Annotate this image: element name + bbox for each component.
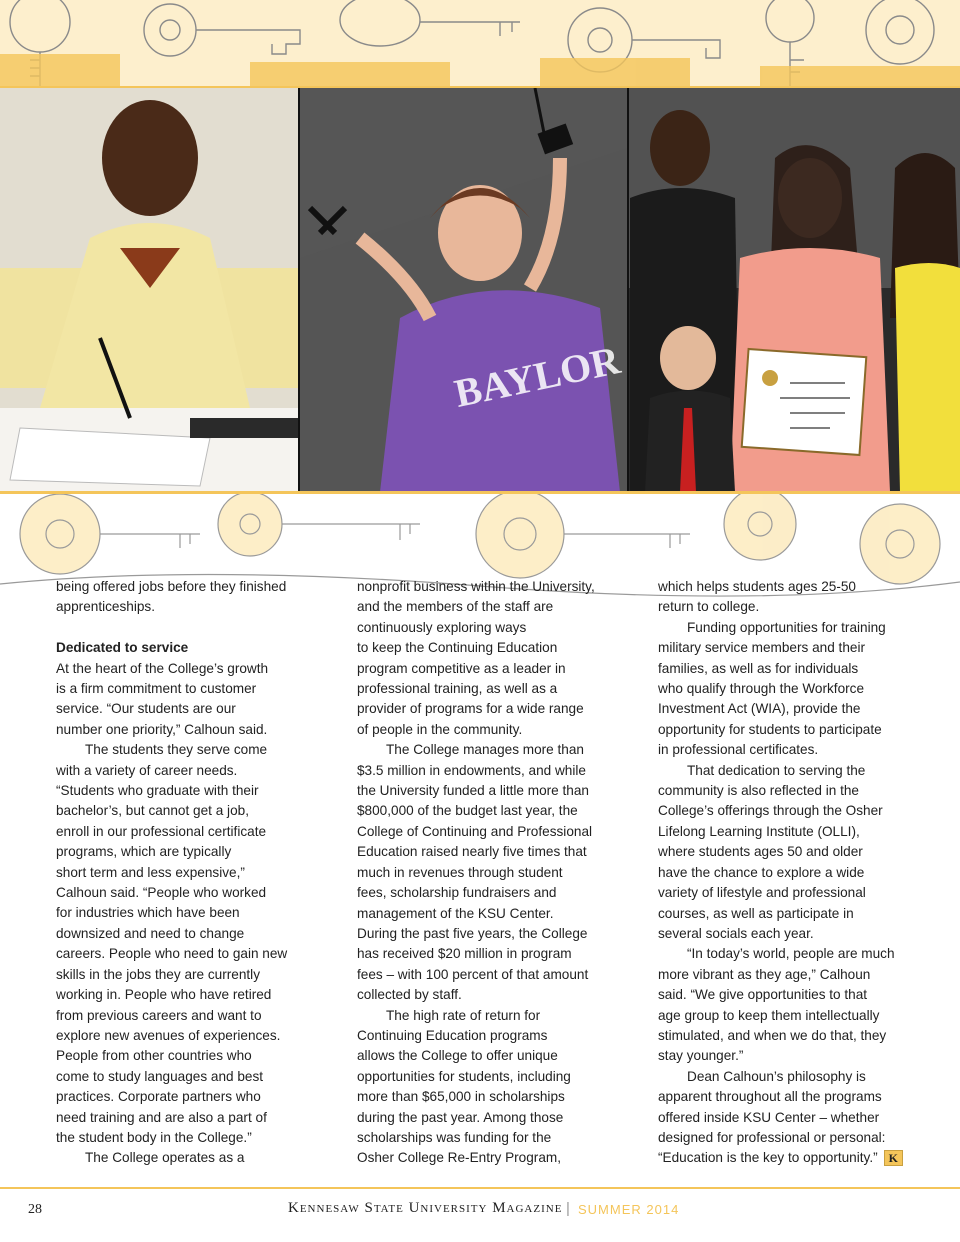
text-line: “Students who graduate with their: [56, 783, 259, 799]
section-heading: Dedicated to service: [56, 640, 189, 656]
footer-rule: [0, 1187, 960, 1189]
text-line: allows the College to offer unique: [357, 1048, 558, 1064]
text-line: Osher College Re-Entry Program,: [357, 1150, 561, 1166]
woman-exercising-photo: [300, 88, 627, 492]
text-line: $800,000 of the budget last year, the: [357, 803, 578, 819]
text-line: management of the KSU Center.: [357, 905, 554, 921]
text-line: Continuing Education programs: [357, 1027, 548, 1043]
magazine-title: Kennesaw State University Magazine: [288, 1200, 563, 1216]
text-line: fees – with 100 percent of that amount: [357, 966, 589, 982]
text-line: stay younger.”: [658, 1048, 744, 1064]
page-number: 28: [28, 1202, 42, 1217]
text-line: programs, which are typically: [56, 844, 232, 860]
text-line: College of Continuing and Professional: [357, 823, 593, 839]
text-line: scholarships was funding for the: [357, 1129, 552, 1145]
text-line: People from other countries who: [56, 1048, 252, 1064]
text-line: Investment Act (WIA), provide the: [658, 701, 861, 717]
photo-strip: [0, 88, 960, 492]
text-line-with-end-mark: [658, 1148, 908, 1168]
text-line: being offered jobs before they finished: [56, 579, 287, 594]
text-line: That dedication to serving the: [687, 762, 866, 778]
text-line: The College operates as a: [85, 1150, 245, 1166]
text-line: stimulated, and when we do that, they: [658, 1027, 887, 1043]
text-line: $3.5 million in endowments, and while: [357, 762, 586, 778]
text-line: bachelor’s, but cannot get a job,: [56, 803, 249, 819]
text-line: provider of programs for a wide range: [357, 701, 584, 717]
text-line: practices. Corporate partners who: [56, 1089, 261, 1105]
text-line: with a variety of career needs.: [56, 762, 238, 778]
text-line: nonprofit business within the University,: [357, 579, 595, 594]
text-line: downsized and need to change: [56, 925, 245, 941]
text-line: explore new avenues of experiences.: [56, 1027, 281, 1043]
end-mark-icon: K: [884, 1150, 903, 1166]
text-line: number one priority,” Calhoun said.: [56, 721, 268, 737]
text-line: working in. People who have retired: [56, 987, 272, 1003]
text-line: fees, scholarship fundraisers and: [357, 885, 557, 901]
text-line: opportunities for students, including: [357, 1068, 571, 1084]
text-line: collected by staff.: [357, 987, 462, 1003]
text-line: need training and are also a part of: [56, 1109, 267, 1125]
decorative-header-keys: [0, 0, 960, 88]
text-line: in professional certificates.: [658, 742, 819, 758]
text-line: come to study languages and best: [56, 1068, 264, 1084]
text-line: variety of lifestyle and professional: [658, 885, 866, 901]
text-line: where students ages 50 and older: [658, 844, 863, 860]
text-line: Funding opportunities for training: [687, 619, 886, 635]
text-line: During the past five years, the College: [357, 925, 588, 941]
text-line: have the chance to explore a wide: [658, 864, 865, 880]
text-line: Calhoun said. “People who worked: [56, 885, 267, 901]
text-line: and the members of the staff are: [357, 599, 554, 615]
text-line: short term and less expensive,”: [56, 864, 245, 880]
svg-text:BAYLOR: BAYLOR: [450, 337, 624, 416]
text-line: Lifelong Learning Institute (OLLI),: [658, 823, 860, 839]
text-line: several socials each year.: [658, 925, 814, 941]
text-line: said. “We give opportunities to that: [658, 987, 868, 1003]
text-line: “In today’s world, people are much: [687, 946, 895, 962]
keys-illustration-top: [0, 0, 960, 88]
photo-collage: [0, 88, 960, 492]
article-body: [0, 577, 960, 1177]
text-line: the University funded a little more than: [357, 783, 589, 799]
text-line: more than $65,000 in scholarships: [357, 1089, 565, 1105]
text-line: offered inside KSU Center – whether: [658, 1109, 880, 1125]
text-line: Education raised nearly five times that: [357, 844, 587, 860]
text-line: community is also reflected in the: [658, 783, 859, 799]
article-column-3: [658, 577, 908, 1169]
text-line: age group to keep them intellectually: [658, 1007, 880, 1023]
text-line: The high rate of return for: [386, 1007, 541, 1023]
text-line: military service members and their: [658, 640, 865, 656]
article-column-2: [357, 577, 607, 1169]
text-line: the student body in the College.”: [56, 1129, 252, 1145]
footer-separator: |: [566, 1200, 570, 1217]
text-line: who qualify through the Workforce: [658, 681, 865, 697]
text-line: to keep the Continuing Education: [357, 640, 558, 656]
text-line: enroll in our professional certificate: [56, 823, 267, 839]
man-writing-photo: [0, 88, 298, 492]
text-line: service. “Our students are our: [56, 701, 236, 717]
text-line: College’s offerings through the Osher: [658, 803, 883, 819]
issue-label: SUMMER 2014: [578, 1202, 680, 1217]
text-line: skills in the jobs they are currently: [56, 966, 260, 982]
text-line: for industries which have been: [56, 905, 240, 921]
text-line: return to college.: [658, 599, 760, 615]
text-line: “Education is the key to opportunity.”: [658, 1150, 878, 1166]
text-line: The College manages more than: [386, 742, 584, 758]
text-line: careers. People who need to gain new: [56, 946, 288, 962]
text-line: much in revenues through student: [357, 864, 563, 880]
text-line: professional training, as well as a: [357, 681, 558, 697]
text-line: apparent throughout all the programs: [658, 1089, 882, 1105]
paragraph-gap: [56, 618, 306, 638]
text-line: from previous careers and want to: [56, 1007, 262, 1023]
text-line: apprenticeships.: [56, 599, 155, 615]
page-footer: [0, 1196, 960, 1226]
text-line: is a firm commitment to customer: [56, 681, 257, 697]
text-line: courses, as well as participate in: [658, 905, 854, 921]
text-line: opportunity for students to participate: [658, 721, 882, 737]
text-line: The students they serve come: [85, 742, 268, 758]
certificate-group-photo: [629, 88, 960, 492]
text-line: At the heart of the College’s growth: [56, 660, 269, 676]
text-line: continuously exploring ways: [357, 619, 527, 635]
text-line: which helps students ages 25-50: [658, 579, 856, 594]
text-line: program competitive as a leader in: [357, 660, 566, 676]
text-line: during the past year. Among those: [357, 1109, 564, 1125]
text-line: families, as well as for individuals: [658, 660, 859, 676]
text-line: Dean Calhoun’s philosophy is: [687, 1068, 866, 1084]
text-line: more vibrant as they age,” Calhoun: [658, 966, 871, 982]
article-column-1: [56, 577, 306, 1169]
text-line: has received $20 million in program: [357, 946, 572, 962]
text-line: designed for professional or personal:: [658, 1129, 886, 1145]
text-line: of people in the community.: [357, 721, 523, 737]
